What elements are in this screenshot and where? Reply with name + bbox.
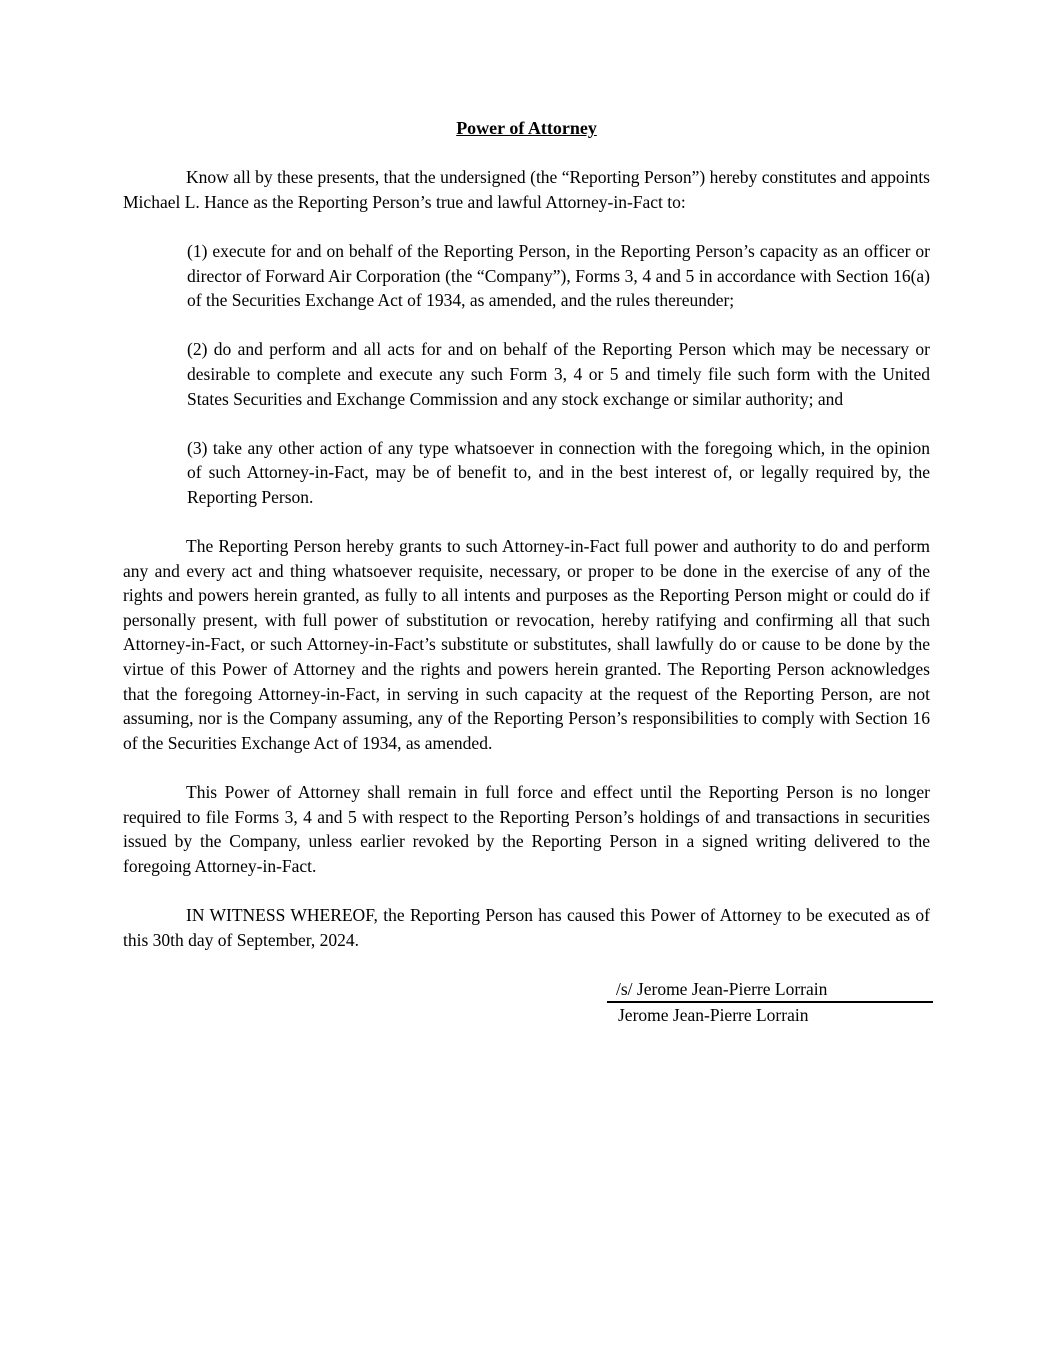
numbered-item-2: (2) do and perform and all acts for and on behalf of the Reporting Person which may be necessary or desirable to complete and execute any such Form 3, 4 or 5 and timely file such form with the United States Securities and Exchange Commission and any stock exchange or similar authority; and — [187, 339, 930, 409]
signature-s-slash-line: /s/ Jerome Jean-Pierre Lorrain — [607, 977, 933, 1004]
numbered-item-3: (3) take any other action of any type whatsoever in connection with the foregoing which, in the opinion of such Attorney-in-Fact, may be of benefit to, and in the best interest of, or legally required by, the Reporting Person. — [187, 437, 930, 507]
document-title: Power of Attorney — [456, 118, 597, 138]
numbered-item-1: (1) execute for and on behalf of the Reporting Person, in the Reporting Person’s capacity as an officer or director of Forward Air Corporation (the “Company”), Forms 3, 4 and 5 in accordance with Section 16(a) of the Securities Exchange Act of 1934, as amended, and the rules thereunder; — [187, 240, 930, 311]
signature-block — [607, 977, 933, 1028]
grant-paragraph: The Reporting Person hereby grants to such Attorney-in-Fact full power and authority to do and perform any and every act and thing whatsoever requisite, necessary, or proper to be done in the exercise of any of the rights and powers herein granted, as fully to all intents and purposes as the Reporting Person might or could do if personally present, with full power of substitution or revocation, hereby ratifying and confirming all that such Attorney-in-Fact, or such Attorney-in-Fact’s substitute or substitutes, shall lawfully do or cause to be done by the virtue of this Power of Attorney and the rights and powers herein granted. The Reporting Person acknowledges that the foregoing Attorney-in-Fact, in serving in such capacity at the request of the Reporting Person, are not assuming, nor is the Company assuming, any of the Reporting Person’s responsibilities to comply with Section 16 of the Securities Exchange Act of 1934, as amended. — [123, 536, 930, 753]
witness-paragraph: IN WITNESS WHEREOF, the Reporting Person has caused this Power of Attorney to be executed as of this 30th day of September, 2024. — [123, 905, 930, 950]
signature-printed-name: Jerome Jean-Pierre Lorrain — [618, 1005, 809, 1026]
intro-paragraph: Know all by these presents, that the undersigned (the “Reporting Person”) hereby constitutes and appoints Michael L. Hance as the Reporting Person’s true and lawful Attorney-in-Fact to: — [123, 167, 930, 212]
duration-paragraph: This Power of Attorney shall remain in full force and effect until the Reporting Person is no longer required to file Forms 3, 4 and 5 with respect to the Reporting Person’s holdings of and transactions in securities issued by the Company, unless earlier revoked by the Reporting Person in a signed writing delivered to the foregoing Attorney-in-Fact. — [123, 782, 930, 876]
